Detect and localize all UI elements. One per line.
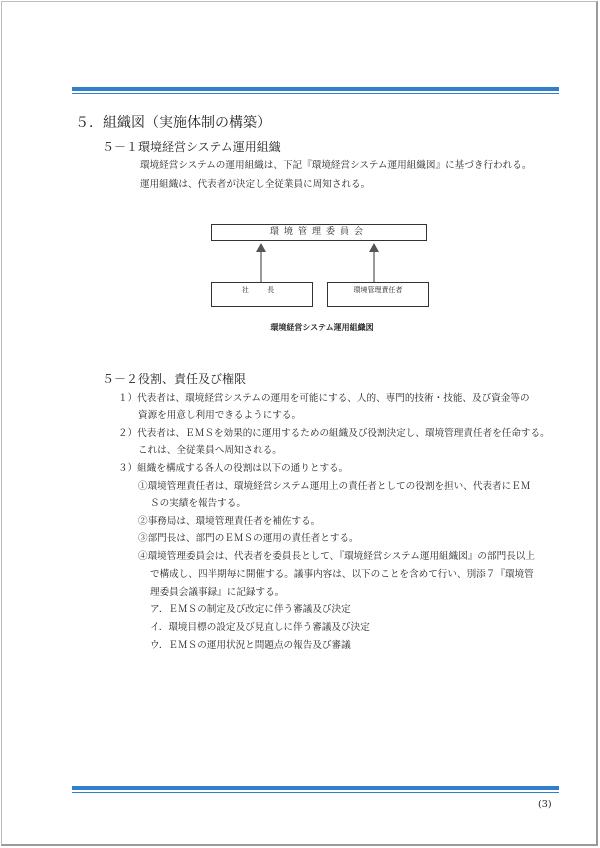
body-line: ３）組織を構成する各人の役割は以下の通りとする。	[118, 463, 349, 474]
body-line: ア．ＥＭＳの制定及び改定に伴う審議及び決定	[150, 604, 351, 615]
body-line: ①環境管理責任者は、環境経営システム運用上の責任者としての役割を担い、代表者にＥＭ	[138, 481, 531, 492]
body-line: １）代表者は、環境経営システムの運用を可能にする、人的、専門的技術・技能、及び資金等の	[118, 393, 530, 404]
body-line: Ｓの実績を報告する。	[150, 498, 246, 509]
body-line: ④環境管理委員会は、代表者を委員長として、『環境経営システム運用組織図』の部門長以上	[138, 551, 535, 562]
section-title-5-2: ５－２役割、責任及び権限	[102, 372, 247, 386]
page-number: (3)	[538, 799, 552, 810]
body-line: ③部門長は、部門のＥＭＳの運用の責任者とする。	[138, 533, 359, 544]
committee-box	[211, 224, 427, 241]
section-title-5-1: ５－１環境経営システム運用組織	[102, 140, 281, 154]
body-line: 資源を用意し利用できるようにする。	[138, 410, 302, 421]
document-page	[1, 1, 598, 846]
page-heading: ５．組織図（実施体制の構築）	[75, 115, 271, 131]
body-line: ウ．ＥＭＳの運用状況と問題点の報告及び審議	[150, 640, 351, 651]
body-line: ２）代表者は、ＥＭＳを効果的に運用するための組織及び役割決定し、環境管理責任者を任命する。	[118, 428, 550, 439]
manager-box	[327, 282, 429, 307]
body-line: で構成し、四半期毎に開催する。議事内容は、以下のことを含めて行い、別添７『環境管	[150, 569, 534, 580]
president-box	[211, 282, 313, 307]
footer-rule	[72, 786, 559, 793]
arrow-up-icon	[368, 243, 380, 283]
body-line: 理委員会議事録』に記録する。	[150, 587, 285, 598]
body-line: 環境経営システムの運用組織は、下記『環境経営システム運用組織図』に基づき行われる。	[140, 160, 532, 171]
diagram-caption: 環境経営システム運用組織図	[270, 323, 374, 332]
body-line: ②事務局は、環境管理責任者を補佐する。	[138, 516, 321, 527]
manager-label: 環境管理責任者	[353, 286, 403, 294]
arrow-up-icon	[255, 243, 267, 283]
header-rule	[72, 87, 559, 94]
body-line: 運用組織は、代表者が決定し全従業員に周知される。	[140, 179, 371, 190]
body-line: イ．環境目標の設定及び見直しに伴う審議及び決定	[150, 622, 370, 633]
committee-label: 環境管理委員会	[269, 227, 368, 237]
president-label: 社 長	[241, 286, 283, 294]
body-line: これは、全従業員へ周知される。	[138, 445, 282, 456]
